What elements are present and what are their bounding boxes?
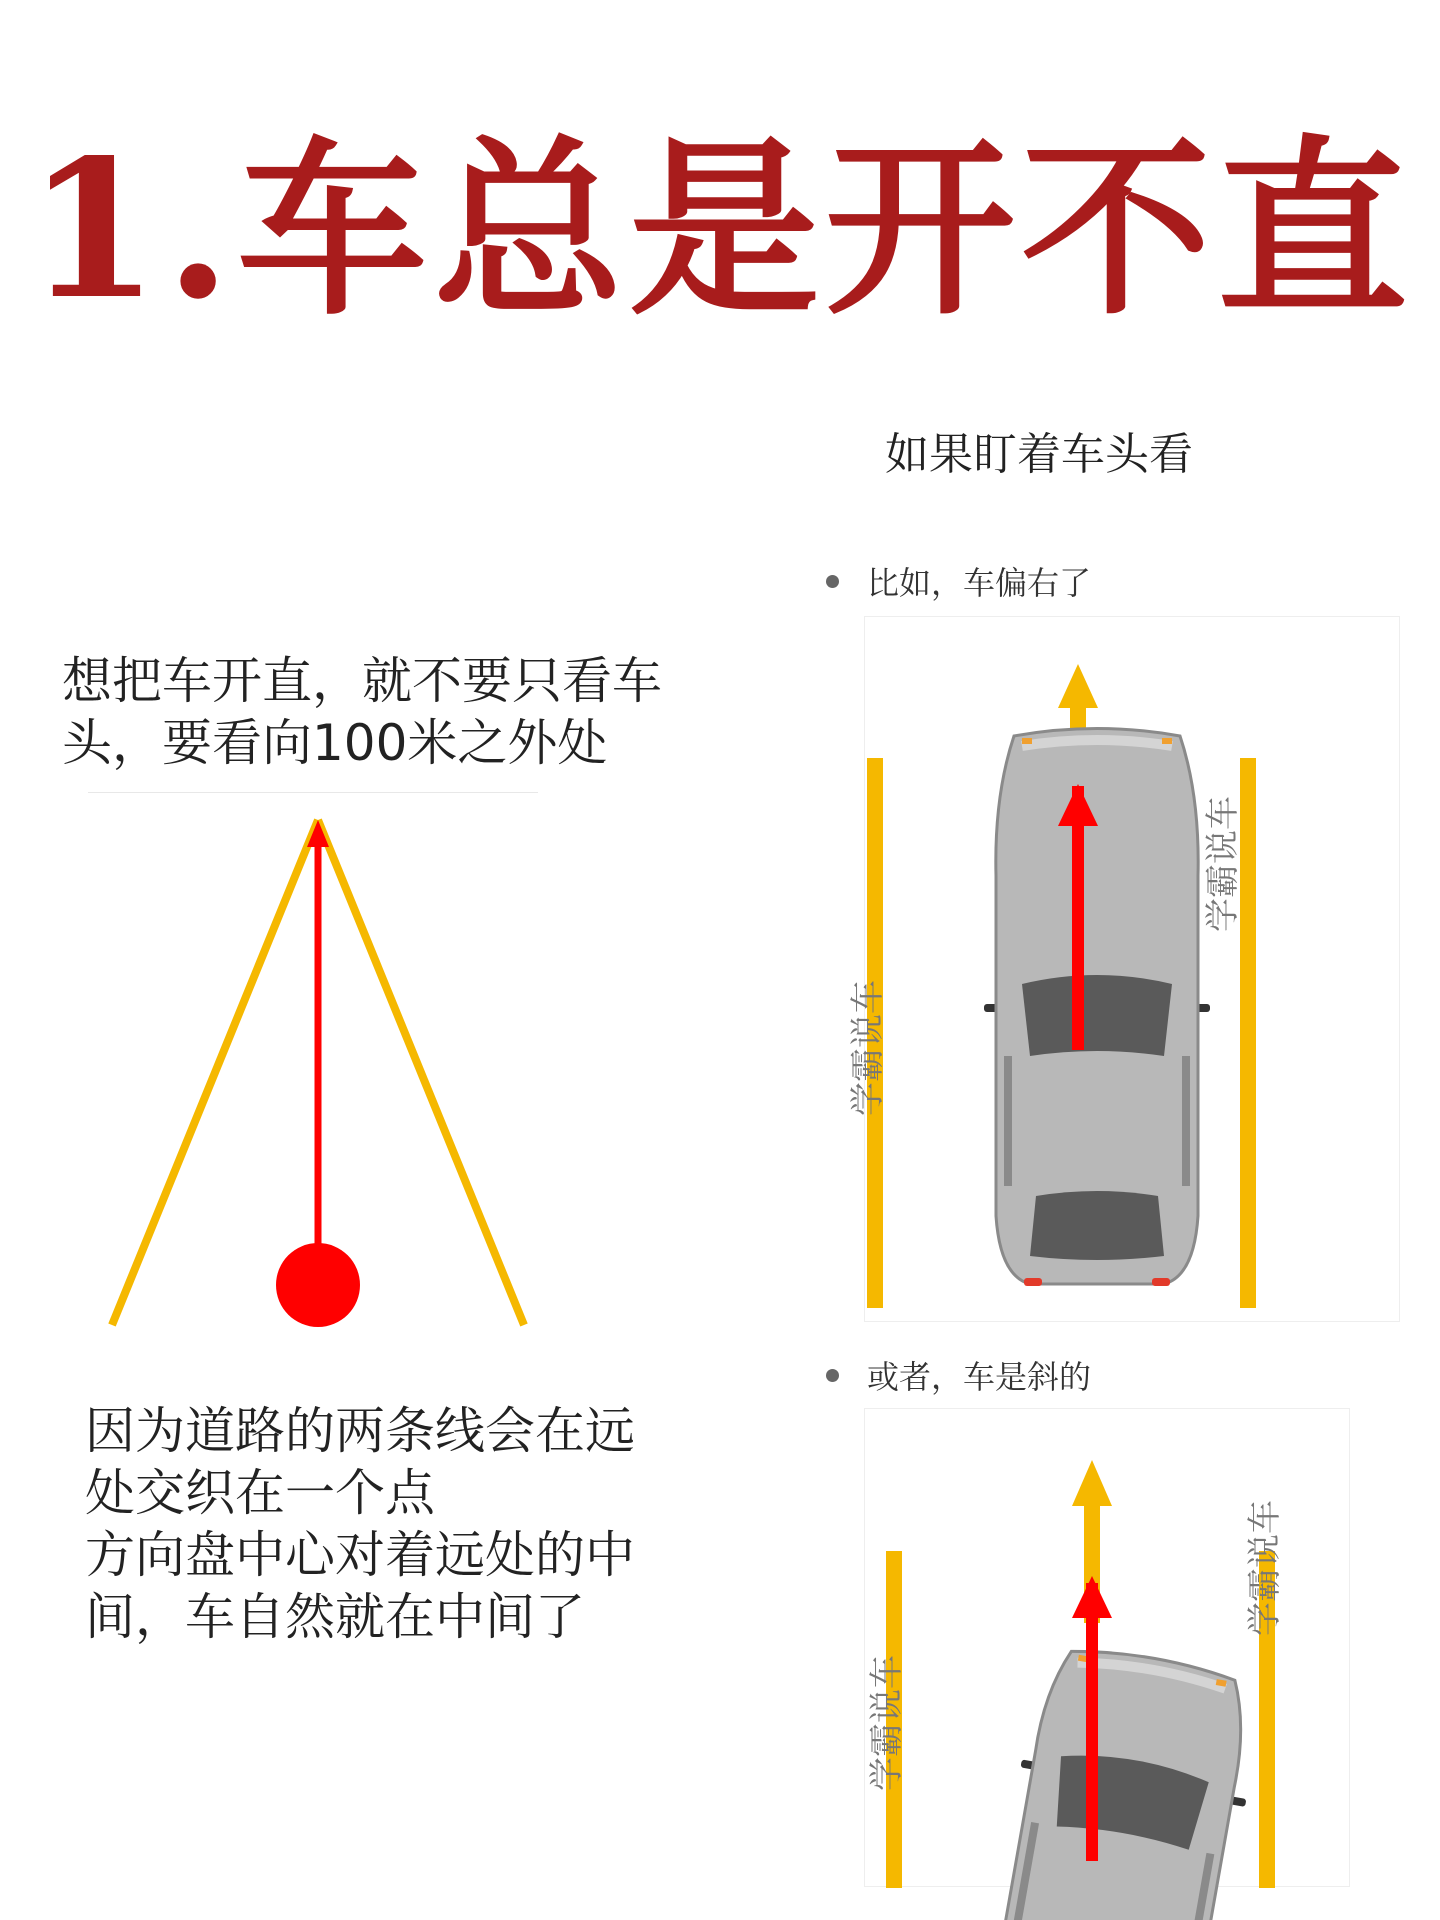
example2-caption-text: 或者，车是斜的 [867,1358,1092,1396]
example2-caption [826,1352,1091,1398]
example1-diagram [848,616,1400,1322]
watermark-right: 学霸说车 [1245,1500,1285,1636]
explain-line-4: 间，车自然就在中间了 [85,1588,585,1646]
tip-line-1: 想把车开直，就不要只看车 [62,652,662,710]
steering-wheel-dot [276,1243,360,1327]
example1-caption [826,558,1091,604]
example1-caption-text: 比如，车偏右了 [867,564,1092,602]
explanation-text [85,1400,685,1648]
vanishing-point-diagram [0,795,620,1335]
watermark-left: 学霸说车 [867,1655,907,1791]
explain-line-2: 处交织在一个点 [85,1464,435,1522]
bullet-dot [826,1369,839,1382]
car [984,729,1210,1287]
tip-line-2: 头，要看向100米之外处 [62,714,608,772]
explain-line-1: 因为道路的两条线会在远 [85,1402,635,1460]
divider [88,792,538,793]
example2-diagram [864,1408,1350,1888]
right-heading: 如果盯着车头看 [885,429,1193,480]
bullet-dot [826,575,839,588]
tip-text [62,650,742,774]
watermark-left: 学霸说车 [848,980,888,1116]
explain-line-3: 方向盘中心对着远处的中 [85,1526,635,1584]
right-road-line [318,820,524,1325]
watermark-right: 学霸说车 [1203,796,1243,932]
left-road-line [112,820,318,1325]
page-title: 1.车总是开不直 [26,118,1414,341]
